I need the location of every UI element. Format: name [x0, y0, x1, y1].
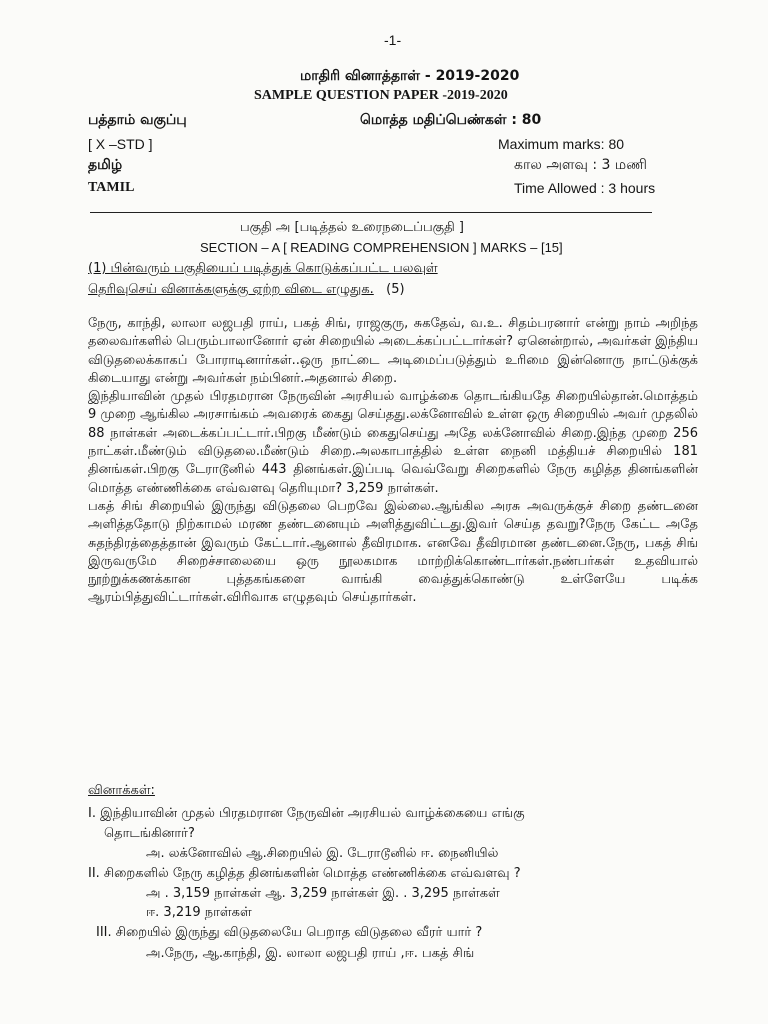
question-3-line-1: III. சிறையில் இருந்து விடுதலையே பெறாத விடுதலை வீரர் யார் ? — [96, 925, 483, 940]
passage-paragraph-2: இந்தியாவின் முதல் பிரதமரான நேருவின் அரசியல் வாழ்க்கை தொடங்கியதே சிறையில்தான்.மொத்தம் 9 முறை ஆங்கில அரசாங்கம் அவரைக் கைது செய்தது.லக்னோவில் உள்ள ஒரு சிறையில் அவர் முதலில் 88 நாள்கள் அடைக்கப்பட்டார்.பிறகு மீண்டும் கைதுசெய்து அதே லக்னோவில் சிறை.இந்த முறை 256 நாட்கள்.மீண்டும் விடுதலை.மீண்டும் சிறை.அலகாபாத்தில் உள்ள நைனி மத்தியச் சிறையில் 181 தினங்கள்.பிறகு டேராடூனில் 443 தினங்கள்.இப்படி வெவ்வேறு சிறைகளில் நேரு கழித்த தினங்களின் மொத்த எண்ணிக்கை எவ்வளவு தெரியுமா? 3,259 நாள்கள். — [88, 389, 698, 496]
question-1-line-2: தொடங்கினார்? — [104, 826, 195, 841]
question-3-options: அ.நேரு, ஆ.காந்தி, இ. லாலா லஜபதி ராய் ,ஈ. பகத் சிங் — [146, 946, 475, 961]
section-title-tamil: பகுதி அ [படித்தல் உரைநடைப்பகுதி ] — [240, 220, 464, 235]
reading-passage — [88, 315, 698, 608]
question-2-options-2: ஈ. 3,219 நாள்கள் — [146, 905, 252, 920]
instruction-marks: (5) — [386, 282, 405, 297]
question-2-line-1: II. சிறைகளில் நேரு கழித்த தினங்களின் மொத்த எண்ணிக்கை எவ்வளவு ? — [88, 866, 521, 881]
page-number: -1- — [384, 32, 402, 48]
time-tamil: கால அளவு : 3 மணி — [514, 157, 647, 173]
class-english: [ X –STD ] — [88, 136, 153, 152]
section-title-english: SECTION – A [ READING COMPREHENSION ] MARKS – [15] — [200, 240, 563, 255]
instruction-line-2: தெரிவுசெய் வினாக்களுக்கு ஏற்ற விடை எழுதுக. (5) — [88, 282, 405, 297]
title-tamil: மாதிரி வினாத்தாள் - 2019-2020 — [300, 68, 520, 84]
questions-heading: வினாக்கள்: — [88, 783, 155, 798]
title-english: SAMPLE QUESTION PAPER -2019-2020 — [254, 88, 508, 103]
max-marks: Maximum marks: 80 — [498, 136, 625, 152]
question-2-options-1: அ . 3,159 நாள்கள் ஆ. 3,259 நாள்கள் இ. . 3,295 நாள்கள் — [146, 886, 500, 901]
passage-paragraph-1: நேரு, காந்தி, லாலா லஜபதி ராய், பகத் சிங், ராஜகுரு, சுகதேவ், வ.உ. சிதம்பரனார் என்று நாம் அறிந்த தலைவர்களில் பெரும்பாலானோர் ஏன் சிறையில் அடைக்கப்பட்டார்கள்? ஏனென்றால், அவர்கள் இந்திய விடுதலைக்காகப் போராடினார்கள்..ஒரு நாட்டை அடிமைப்படுத்தும் உரிமை இன்னொரு நாட்டுக்குக் கிடையாது என்று அவர்கள் நம்பினர்.அதனால் சிறை. — [88, 316, 698, 386]
question-1-options: அ. லக்னோவில் ஆ.சிறையில் இ. டேராடூனில் ஈ. நைனியில் — [146, 846, 499, 861]
subject-english: TAMIL — [88, 180, 135, 195]
question-1-line-1: I. இந்தியாவின் முதல் பிரதமரான நேருவின் அரசியல் வாழ்க்கையை எங்கு — [88, 806, 525, 821]
passage-paragraph-3: பகத் சிங் சிறையில் இருந்து விடுதலை பெறவே இல்லை.ஆங்கில அரசு அவருக்குச் சிறை தண்டனை அளித்ததோடு நிற்காமல் மரண தண்டனையும் அளித்துவிட்டது.இவர் செய்த தவறு?நேரு கேட்ட அதே சுதந்திரத்தைத்தான் இவரும் கேட்டார்.ஆனால் தீவிரமாக. எனவே தீவிரமான தண்டனை.நேரு, பகத் சிங் இருவருமே சிறைச்சாலையை ஒரு நூலகமாக மாற்றிக்கொண்டார்கள்.நண்பர்கள் உதவியால் நூற்றுக்கணக்கான புத்தகங்களை வாங்கி வைத்துக்கொண்டு உள்ளேயே படிக்க ஆரம்பித்துவிட்டார்கள்.விரிவாக எழுதவும் செய்தார்கள். — [88, 498, 698, 606]
subject-tamil: தமிழ் — [88, 157, 123, 173]
time-english: Time Allowed : 3 hours — [514, 180, 656, 196]
total-marks-tamil: மொத்த மதிப்பெண்கள் : 80 — [360, 112, 542, 128]
class-tamil: பத்தாம் வகுப்பு — [88, 112, 187, 128]
instruction-line-1: (1) பின்வரும் பகுதியைப் படித்துக் கொடுக்கப்பட்ட பலவுள் — [88, 261, 438, 276]
header-divider — [90, 212, 652, 213]
